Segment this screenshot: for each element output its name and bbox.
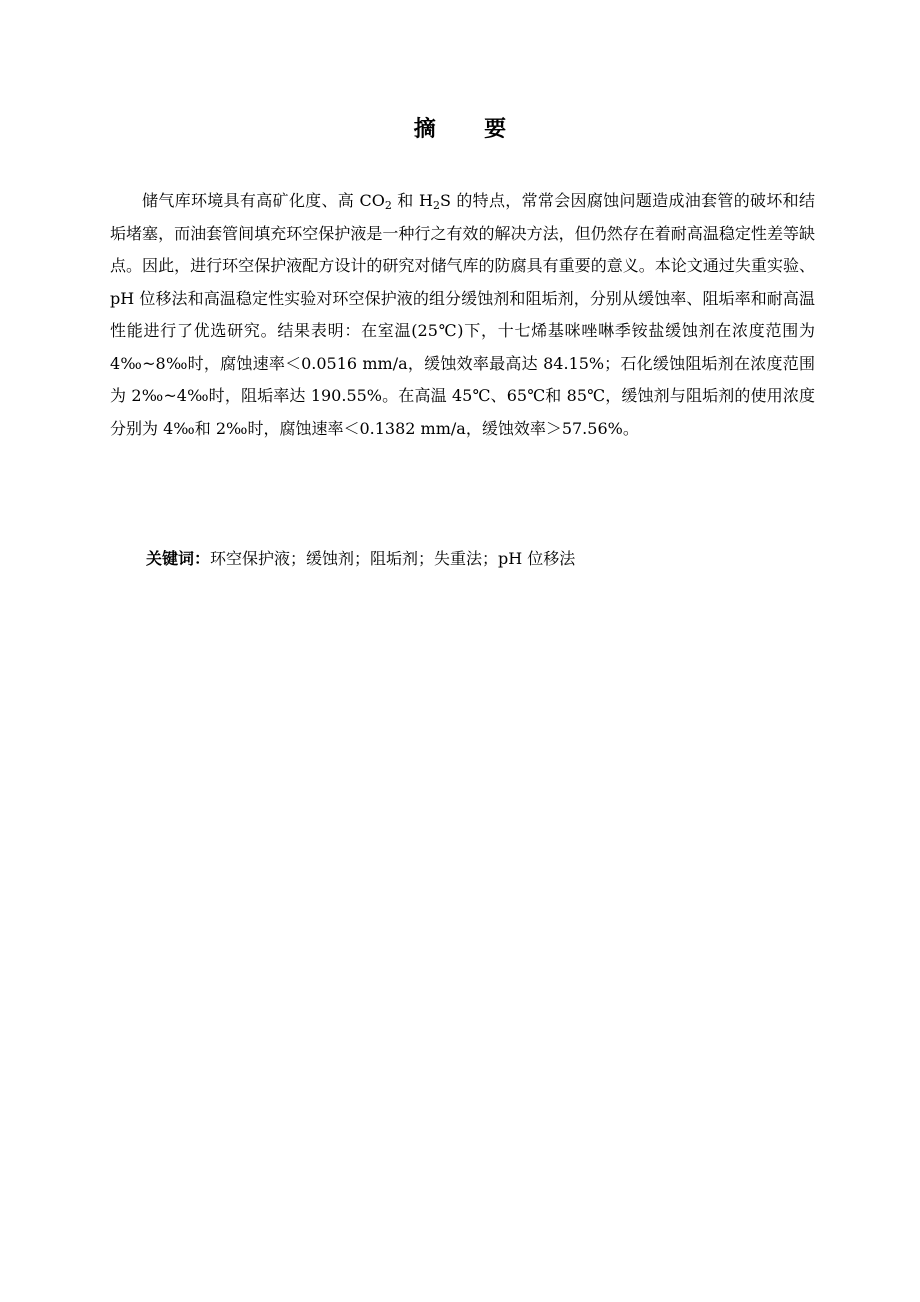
keywords-line xyxy=(146,543,816,575)
page-title: 摘 要 xyxy=(413,117,520,142)
abstract-text-part-1: 储气库环境具有高矿化度、高 CO xyxy=(142,191,385,210)
h2s-subscript: 2 xyxy=(432,199,440,212)
abstract-text-part-2: 和 H xyxy=(391,191,433,210)
keywords-label: 关键词： xyxy=(146,549,211,568)
abstract-text-part-3: S 的特点，常常会因腐蚀问题造成油套管的破坏和结垢堵塞，而油套管间填充环空保护液是一种行之有效的解决方法，但仍然存在着耐高温稳定性差等缺点。因此，进行环空保护液配方设计的研究对储气库的防腐具有重要的意义。本论文通过失重实验、pH 位移法和高温稳定性实验对环空保护液的组分缓蚀剂和阻垢剂，分别从缓蚀率、阻垢率和耐高温性能进行了优选研究。结果表明：在室温(25℃)下，十七烯基咪唑啉季铵盐缓蚀剂在浓度范围为 4‰~8‰时，腐蚀速率＜0.0516 mm/a，缓蚀效率最高达 84.15%；石化缓蚀阻垢剂在浓度范围为 2‰~4‰时，阻垢率达 190.55%。在高温 45℃、65℃和 85℃，缓蚀剂与阻垢剂的使用浓度分别为 4‰和 2‰时，腐蚀速率＜0.1382 mm/a，缓蚀效率＞57.56%。 xyxy=(110,191,815,438)
abstract-paragraph xyxy=(110,185,815,445)
keywords-text: 环空保护液；缓蚀剂；阻垢剂；失重法；pH 位移法 xyxy=(210,549,576,568)
co2-subscript: 2 xyxy=(384,199,392,212)
